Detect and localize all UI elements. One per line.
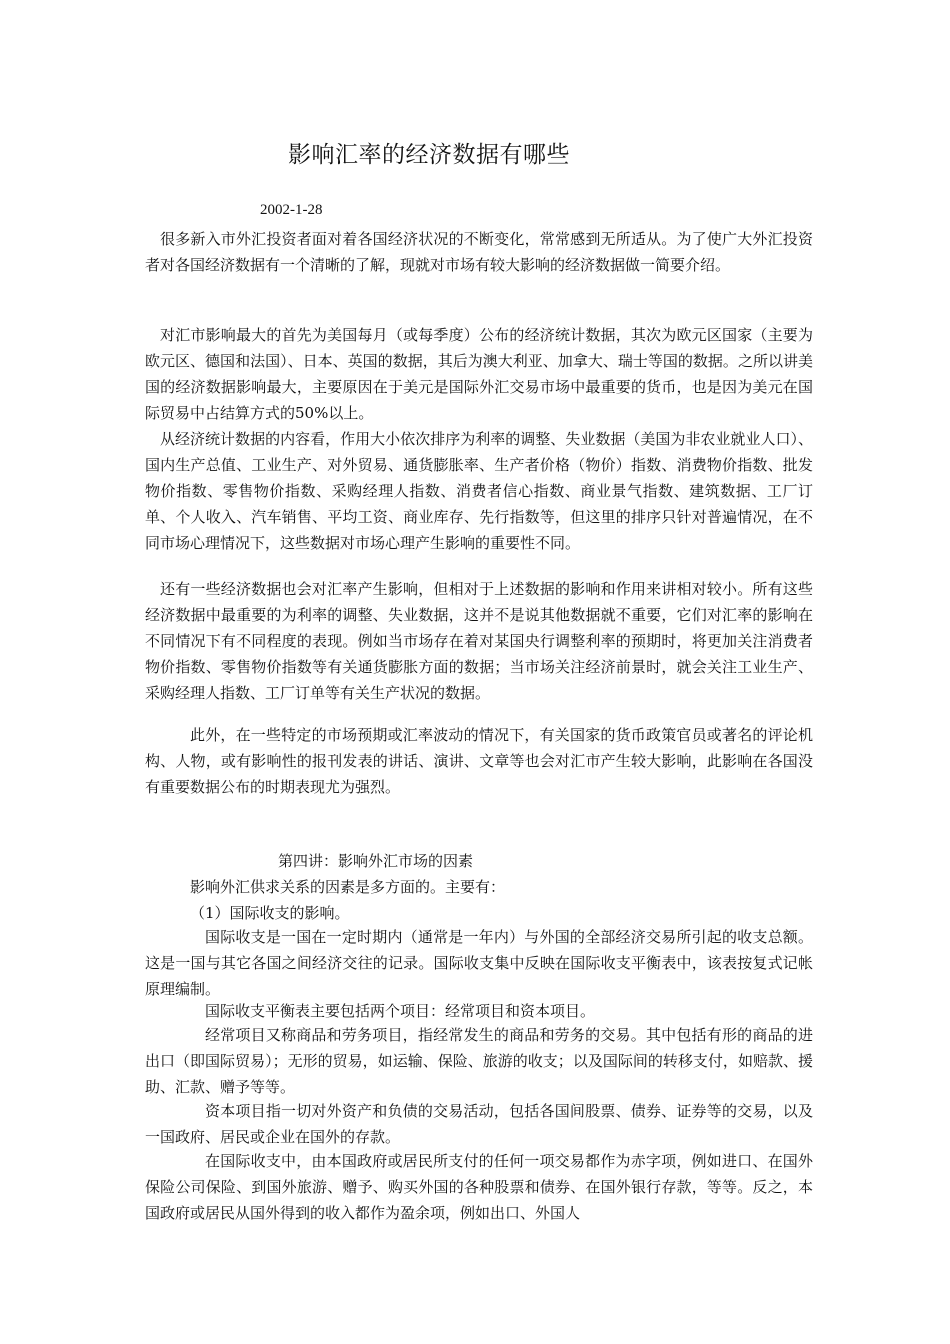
document-date: 2002-1-28 <box>260 202 323 218</box>
paragraph-bop-items: 国际收支平衡表主要包括两个项目：经常项目和资本项目。 <box>205 1002 596 1020</box>
document-title: 影响汇率的经济数据有哪些 <box>288 142 570 168</box>
paragraph-intro: 很多新入市外汇投资者面对着各国经济状况的不断变化，常常感到无所适从。为了使广大外汇投资者对各国经济数据有一个清晰的了解，现就对市场有较大影响的经济数据做一简要介绍。 <box>145 230 813 274</box>
paragraph-other-data: 还有一些经济数据也会对汇率产生影响，但相对于上述数据的影响和作用来讲相对较小。所有这些经济数据中最重要的为利率的调整、失业数据，这并不是说其他数据就不重要，它们对汇率的影响在不同情况下有不同程度的表现。例如当市场存在着对某国央行调整利率的预期时，将更加关注消费者物价指数、零售物价指数等有关通货膨胀方面的数据；当市场关注经济前景时，就会关注工业生产、采购经理人指数、工厂订单等有关生产状况的数据。 <box>145 580 813 702</box>
paragraph-current-account: 经常项目又称商品和劳务项目，指经常发生的商品和劳务的交易。其中包括有形的商品的进出口（即国际贸易）；无形的贸易，如运输、保险、旅游的收支；以及国际间的转移支付，如赔款、援助、汇款、赠予等等。 <box>145 1026 813 1096</box>
section-intro: 影响外汇供求关系的因素是多方面的。主要有： <box>190 878 506 896</box>
paragraph-us-data: 对汇市影响最大的首先为美国每月（或每季度）公布的经济统计数据，其次为欧元区国家（主要为欧元区、德国和法国）、日本、英国的数据，其后为澳大利亚、加拿大、瑞士等国的数据。之所以讲美国的经济数据影响最大，主要原因在于美元是国际外汇交易市场中最重要的货币，也是因为美元在国际贸易中占结算方式的50%以上。 <box>145 326 813 422</box>
paragraph-ranking: 从经济统计数据的内容看，作用大小依次排序为利率的调整、失业数据（美国为非农业就业人口）、国内生产总值、工业生产、对外贸易、通货膨胀率、生产者价格（物价）指数、消费物价指数、批发物价指数、零售物价指数、采购经理人指数、消费者信心指数、商业景气指数、建筑数据、工厂订单、个人收入、汽车销售、平均工资、商业库存、先行指数等，但这里的排序只针对普遍情况，在不同市场心理情况下，这些数据对市场心理产生影响的重要性不同。 <box>145 430 813 552</box>
paragraph-deficit-surplus: 在国际收支中，由本国政府或居民所支付的任何一项交易都作为赤字项，例如进口、在国外保险公司保险、到国外旅游、赠予、购买外国的各种股票和债券、在国外银行存款，等等。反之，本国政府或居民从国外得到的收入都作为盈余项，例如出口、外国人 <box>145 1152 813 1222</box>
paragraph-bop-definition: 国际收支是一国在一定时期内（通常是一年内）与外国的全部经济交易所引起的收支总额。这是一国与其它各国之间经济交往的记录。国际收支集中反映在国际收支平衡表中，该表按复式记帐原理编制。 <box>145 928 813 998</box>
paragraph-officials: 此外，在一些特定的市场预期或汇率波动的情况下，有关国家的货币政策官员或著名的评论机构、人物，或有影响性的报刊发表的讲话、演讲、文章等也会对汇市产生较大影响，此影响在各国没有重要数据公布的时期表现尤为强烈。 <box>145 726 813 796</box>
subheading-balance-of-payments: （1）国际收支的影响。 <box>190 904 350 922</box>
paragraph-capital-account: 资本项目指一切对外资产和负债的交易活动，包括各国间股票、债券、证券等的交易，以及一国政府、居民或企业在国外的存款。 <box>145 1102 813 1146</box>
section-heading: 第四讲：影响外汇市场的因素 <box>278 852 474 870</box>
